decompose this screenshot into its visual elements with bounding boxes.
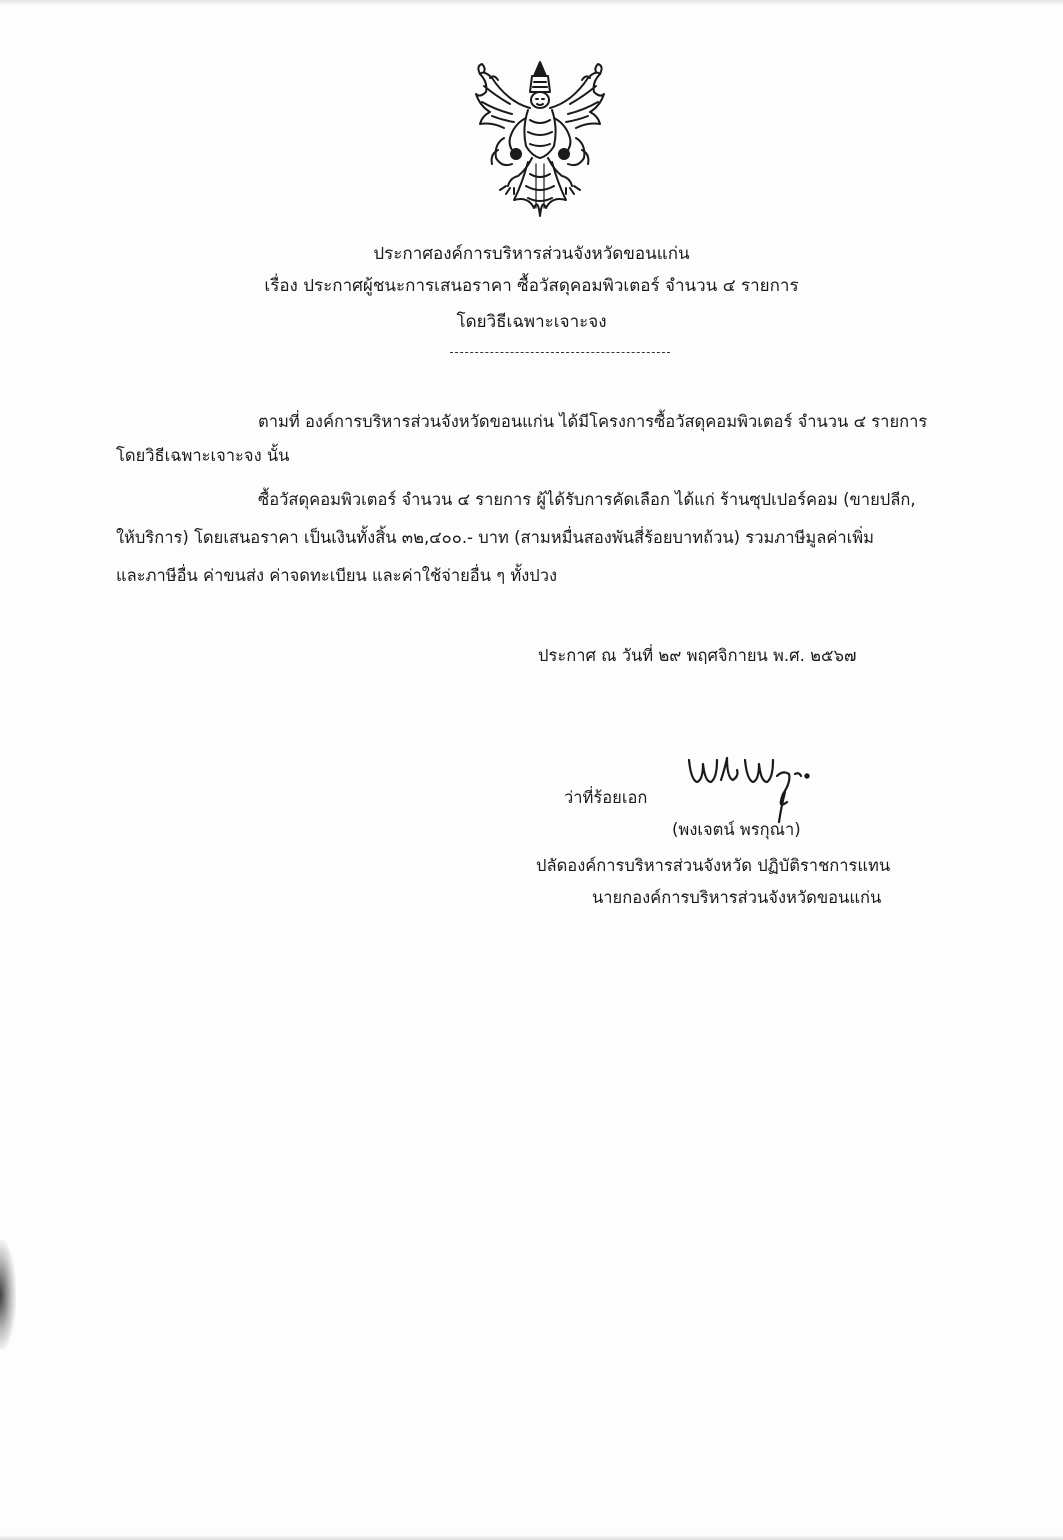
signer-rank: ว่าที่ร้อยเอก <box>564 788 648 807</box>
procurement-method: โดยวิธีเฉพาะเจาะจง <box>456 312 607 332</box>
signer-position-line-1: ปลัดองค์การบริหารส่วนจังหวัด ปฏิบัติราชการแทน <box>536 856 891 875</box>
announcement-subject: เรื่อง ประกาศผู้ชนะการเสนอราคา ซื้อวัสดุคอมพิวเตอร์ จำนวน ๔ รายการ <box>264 276 799 296</box>
scan-shadow-left <box>0 1240 16 1350</box>
signer-name: (พงเจตน์ พรกุณา) <box>672 820 801 839</box>
signer-position-line-2: นายกองค์การบริหารส่วนจังหวัดขอนแก่น <box>592 888 882 907</box>
paragraph-2-line-1: ซื้อวัสดุคอมพิวเตอร์ จำนวน ๔ รายการ ผู้ได้รับการคัดเลือก ได้แก่ ร้านซุปเปอร์คอม (ขายปลีก, <box>258 490 916 509</box>
paragraph-1-line-1: ตามที่ องค์การบริหารส่วนจังหวัดขอนแก่น ได้มีโครงการซื้อวัสดุคอมพิวเตอร์ จำนวน ๔ รายการ <box>258 412 928 431</box>
paragraph-1-line-2: โดยวิธีเฉพาะเจาะจง นั้น <box>116 446 290 465</box>
scan-edge-top <box>0 0 1063 6</box>
scan-edge-bottom <box>0 1535 1063 1540</box>
header-divider <box>450 352 670 353</box>
paragraph-2-line-3: และภาษีอื่น ค่าขนส่ง ค่าจดทะเบียน และค่าใช้จ่ายอื่น ๆ ทั้งปวง <box>116 566 558 585</box>
handwritten-signature <box>683 752 823 828</box>
garuda-emblem-icon <box>470 58 610 220</box>
announcement-date: ประกาศ ณ วันที่ ๒๙ พฤศจิกายน พ.ศ. ๒๕๖๗ <box>538 646 857 665</box>
announcement-title: ประกาศองค์การบริหารส่วนจังหวัดขอนแก่น <box>373 244 690 264</box>
paragraph-2-line-2: ให้บริการ) โดยเสนอราคา เป็นเงินทั้งสิ้น ๓๒,๔๐๐.- บาท (สามหมื่นสองพันสี่ร้อยบาทถ้วน) รวมภาษีมูลค่าเพิ่ม <box>116 528 875 547</box>
